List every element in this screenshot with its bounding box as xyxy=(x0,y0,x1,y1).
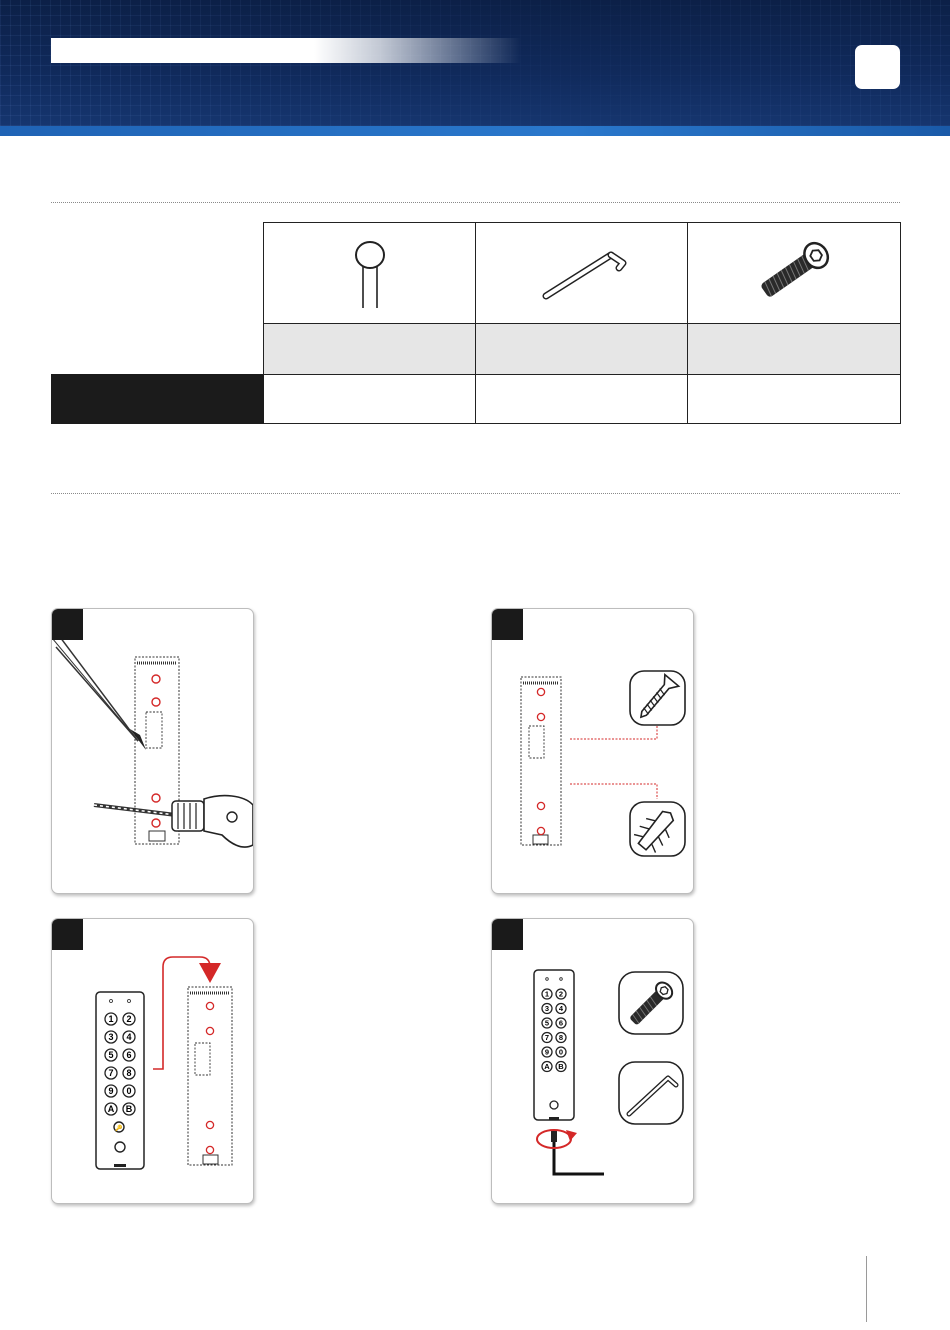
table-corner xyxy=(52,223,264,324)
accessory-image-cell xyxy=(688,223,901,324)
accessory-name-cell xyxy=(688,324,901,375)
keypad-icon xyxy=(534,970,574,1120)
keypad-key-label: 7 xyxy=(544,1033,550,1043)
accessory-quantity-cell xyxy=(264,375,476,424)
keypad-key-label: A xyxy=(544,1062,550,1072)
keypad-key-label: B xyxy=(558,1062,564,1072)
hex-key-icon xyxy=(551,1130,604,1174)
step-number-badge xyxy=(52,609,83,640)
step-number-badge xyxy=(492,609,523,640)
screw-icon xyxy=(630,671,685,725)
page-number-badge xyxy=(855,45,900,89)
keypad-key-label: 1 xyxy=(108,1014,114,1025)
step-number-badge xyxy=(52,919,83,950)
header-banner xyxy=(0,0,950,136)
step-number-badge xyxy=(492,919,523,950)
step-3-illustration xyxy=(52,919,253,1203)
step-panel-3 xyxy=(51,918,254,1204)
keypad-key-label: 0 xyxy=(126,1086,132,1097)
keypad-key-label: 9 xyxy=(544,1047,550,1057)
section-divider-accessories xyxy=(51,202,900,203)
keypad-key-label: 2 xyxy=(558,989,564,999)
accessories-table xyxy=(51,222,901,424)
back-plate-icon xyxy=(521,677,561,845)
footer-divider xyxy=(866,1256,867,1322)
keypad-key-label: 6 xyxy=(558,1018,564,1028)
table-spacer xyxy=(52,324,264,375)
hex-key-icon xyxy=(619,1062,683,1124)
header-grid-pattern xyxy=(0,0,950,136)
leader-lines xyxy=(570,724,657,799)
header-strip xyxy=(0,126,950,136)
step-panel-4 xyxy=(491,918,694,1204)
accessory-name-cell xyxy=(476,324,688,375)
quantity-header-cell xyxy=(52,375,264,424)
step-1-illustration xyxy=(52,609,253,893)
keypad-key-label: A xyxy=(107,1104,115,1115)
hex-key-icon xyxy=(532,236,632,306)
keypad-key-label: 3 xyxy=(544,1004,550,1014)
keypad-key-label: 6 xyxy=(126,1050,132,1061)
varistor-icon xyxy=(340,231,400,311)
keypad-key-label: 8 xyxy=(126,1068,132,1079)
accessory-name-cell xyxy=(264,324,476,375)
step-4-illustration xyxy=(492,919,693,1203)
hex-socket-screw-icon xyxy=(744,236,844,306)
keypad-key-label: 7 xyxy=(108,1068,114,1079)
back-plate-icon xyxy=(188,987,232,1165)
keypad-key-label: 5 xyxy=(108,1050,114,1061)
keypad-key-label: 8 xyxy=(558,1033,564,1043)
keypad-key-label: 3 xyxy=(108,1032,114,1043)
hex-socket-screw-icon xyxy=(619,972,683,1034)
keypad-key-label: 0 xyxy=(558,1047,564,1057)
section-divider-installation xyxy=(51,493,900,494)
keypad-key-label: 5 xyxy=(544,1018,550,1028)
keypad-key-label: 4 xyxy=(558,1004,564,1014)
svg-text:🔑: 🔑 xyxy=(115,1126,123,1132)
step-panel-1 xyxy=(51,608,254,894)
step-panel-2 xyxy=(491,608,694,894)
keypad-key-label: 2 xyxy=(126,1014,132,1025)
keypad-key-label: B xyxy=(125,1104,133,1115)
step-2-illustration xyxy=(492,609,693,893)
accessory-quantity-cell xyxy=(688,375,901,424)
keypad-key-label: 9 xyxy=(108,1086,114,1097)
title-bar xyxy=(51,38,521,63)
accessory-image-cell xyxy=(264,223,476,324)
keypad-key-label: 4 xyxy=(126,1032,132,1043)
accessory-image-cell xyxy=(476,223,688,324)
wall-anchor-icon xyxy=(630,802,685,856)
pencil-icon xyxy=(52,629,146,750)
keypad-key-label: 1 xyxy=(544,989,550,999)
accessory-quantity-cell xyxy=(476,375,688,424)
keypad-icon xyxy=(96,992,144,1169)
